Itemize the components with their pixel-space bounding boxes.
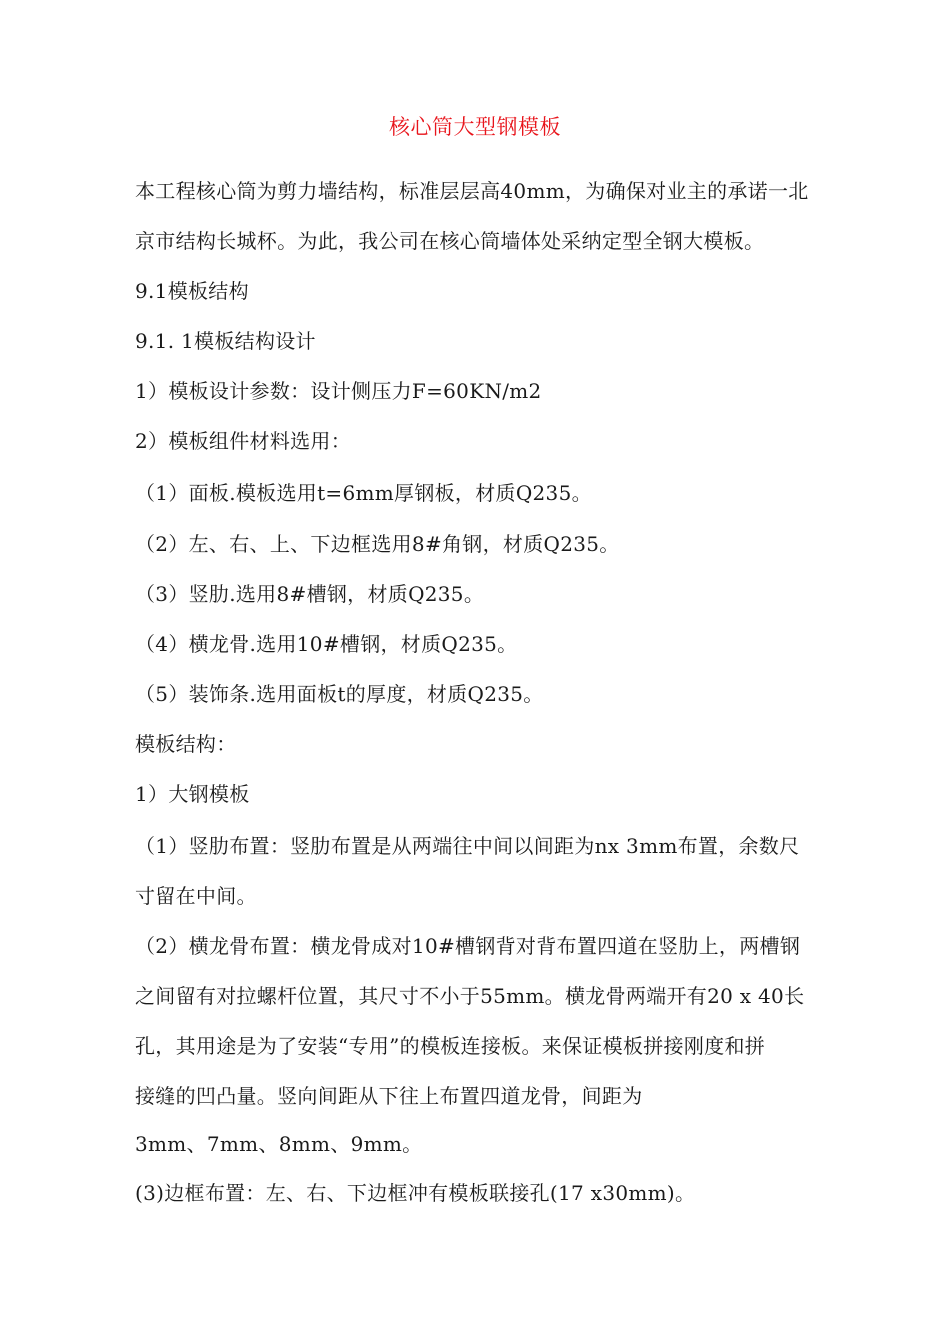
section-heading: 9.1模板结构 (135, 279, 249, 303)
sub-list-item: （1）竖肋布置：竖肋布置是从两端往中间以间距为nx 3mm布置，余数尺 (135, 834, 800, 858)
paragraph-line: 本工程核心筒为剪力墙结构，标准层层高40mm，为确保对业主的承诺一北 (135, 179, 809, 203)
section-label: 模板结构： (135, 732, 237, 756)
sub-list-item: （2）左、右、上、下边框选用8#角钢，材质Q235。 (135, 532, 620, 556)
paragraph-line: 接缝的凹凸量。竖向间距从下往上布置四道龙骨，间距为 (135, 1084, 643, 1108)
sub-list-item: （3）竖肋.选用8#槽钢，材质Q235。 (135, 582, 485, 606)
sub-list-item: （2）横龙骨布置：横龙骨成对10#槽钢背对背布置四道在竖肋上，两槽钢 (135, 934, 801, 958)
sub-list-item: （1）面板.模板选用t=6mm厚钢板，材质Q235。 (135, 481, 592, 505)
sub-list-item: （4）横龙骨.选用10#槽钢，材质Q235。 (135, 632, 518, 656)
sub-list-item: (3)边框布置：左、右、下边框冲有模板联接孔(17 x30mm)。 (135, 1181, 696, 1205)
document-title: 核心筒大型钢模板 (389, 115, 561, 139)
paragraph-line: 寸留在中间。 (135, 884, 257, 908)
list-item: 1）大钢模板 (135, 782, 250, 806)
paragraph-line: 京市结构长城杯。为此，我公司在核心筒墙体处采纳定型全钢大模板。 (135, 229, 765, 253)
subsection-heading: 9.1. 1模板结构设计 (135, 329, 316, 353)
sub-list-item: （5）装饰条.选用面板t的厚度，材质Q235。 (135, 682, 544, 706)
paragraph-line: 3mm、7mm、8mm、9mm。 (135, 1132, 423, 1156)
paragraph-line: 之间留有对拉螺杆位置，其尺寸不小于55mm。横龙骨两端开有20 x 40长 (135, 984, 805, 1008)
paragraph-line: 孔，其用途是为了安装“专用”的模板连接板。来保证模板拼接刚度和拼 (135, 1034, 766, 1058)
list-item: 1）模板设计参数：设计侧压力F=60KN/m2 (135, 379, 542, 403)
list-item: 2）模板组件材料选用： (135, 429, 352, 453)
